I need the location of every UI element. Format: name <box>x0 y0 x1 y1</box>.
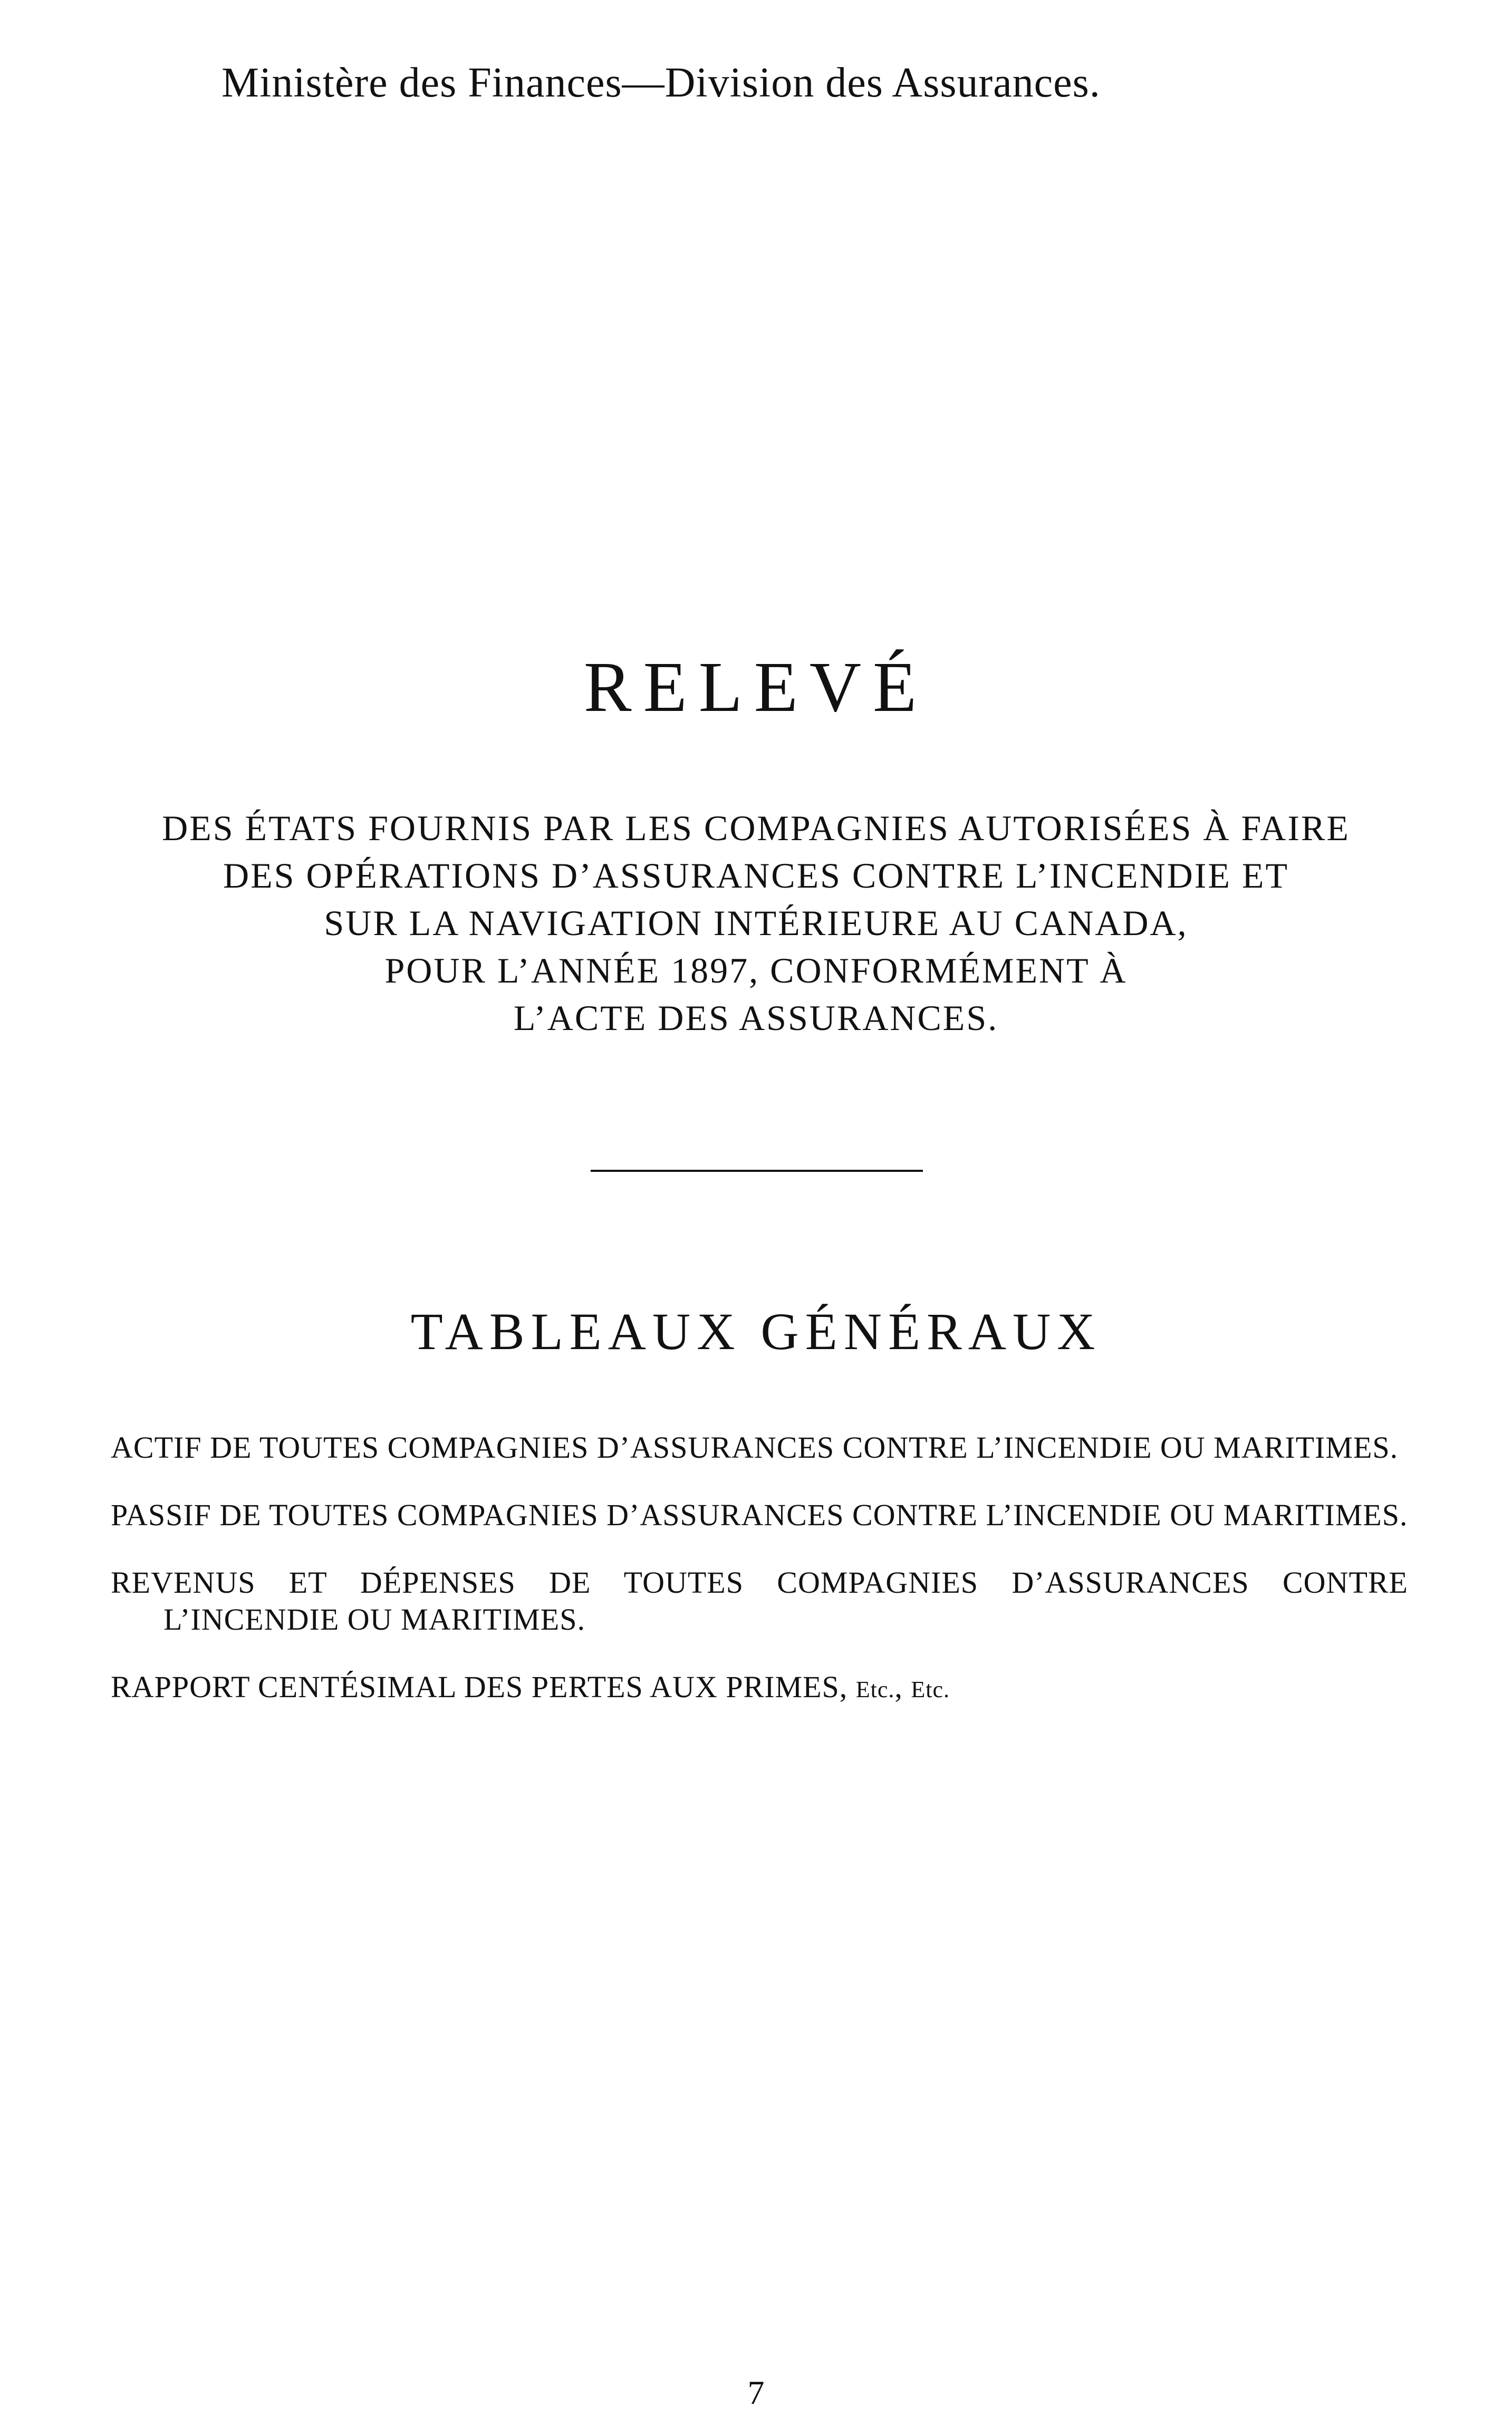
contents-entry-text: REVENUS ET DÉPENSES DE TOUTES COMPAGNIES D’ASSURANCES CONTRE L’INCENDIE OU MARITIMES. <box>111 1565 1408 1637</box>
contents-entry-text: ACTIF DE TOUTES COMPAGNIES D’ASSURANCES CONTRE L’INCENDIE OU MARITIMES. <box>111 1430 1399 1465</box>
page-number: 7 <box>747 2374 765 2411</box>
contents-list <box>111 1429 1408 1739</box>
contents-entry: RAPPORT CENTÉSIMAL DES PERTES AUX PRIMES, Etc., Etc. <box>111 1670 950 1704</box>
subtitle-line: POUR L’ANNÉE 1897, CONFORMÉMENT À <box>384 950 1128 990</box>
subtitle <box>0 804 1512 1042</box>
subtitle-line: DES OPÉRATIONS D’ASSURANCES CONTRE L’INCENDIE ET <box>223 855 1289 896</box>
subtitle-line: SUR LA NAVIGATION INTÉRIEURE AU CANADA, <box>324 903 1188 943</box>
contents-entry <box>111 1497 1408 1534</box>
divider-rule <box>591 1170 923 1172</box>
running-head: Ministère des Finances—Division des Assurances. <box>221 60 1101 106</box>
contents-entry <box>111 1564 1408 1638</box>
section-heading: TABLEAUX GÉNÉRAUX <box>410 1302 1102 1361</box>
contents-entry-text: PASSIF DE TOUTES COMPAGNIES D’ASSURANCES CONTRE L’INCENDIE OU MARITIMES. <box>111 1498 1408 1532</box>
contents-entry <box>111 1429 1408 1466</box>
subtitle-line: DES ÉTATS FOURNIS PAR LES COMPAGNIES AUTORISÉES À FAIRE <box>162 808 1350 848</box>
contents-entry-etc: Etc. <box>911 1677 950 1702</box>
page-title: RELEVÉ <box>583 648 929 727</box>
contents-entry-etc: Etc. <box>855 1677 895 1702</box>
subtitle-line: L’ACTE DES ASSURANCES. <box>513 998 999 1038</box>
contents-entry-text: RAPPORT CENTÉSIMAL DES PERTES AUX PRIMES, <box>111 1670 848 1704</box>
